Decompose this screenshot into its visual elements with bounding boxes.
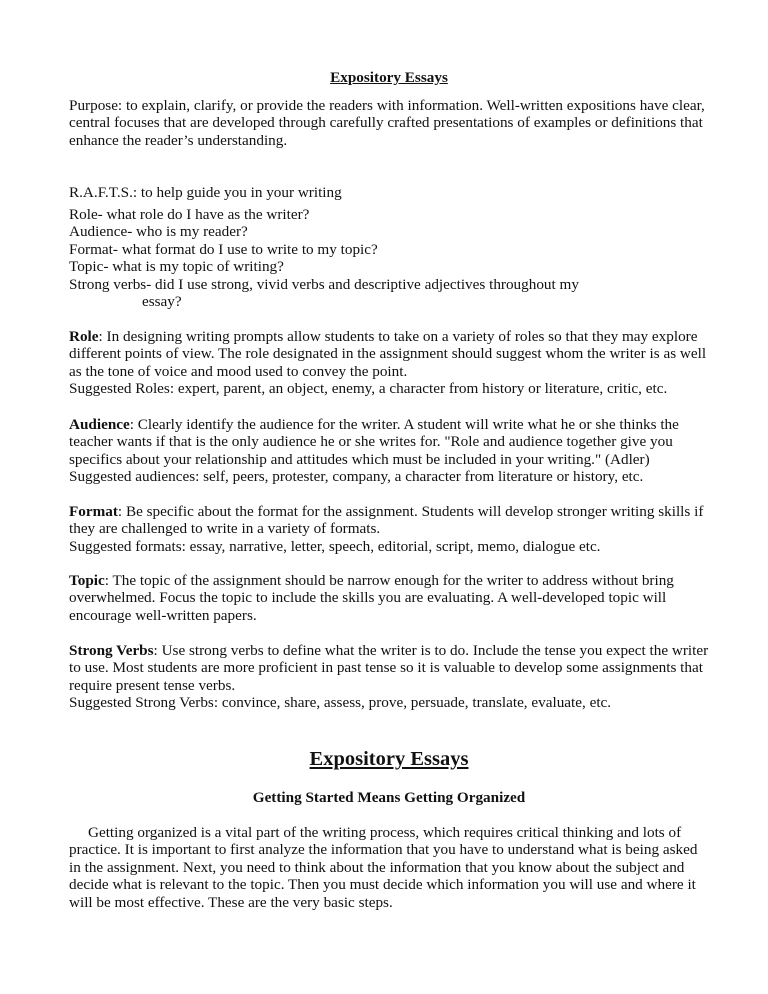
rafts-intro-text: R.A.F.T.S.: to help guide you in your writing (69, 184, 342, 201)
audience-text: : Clearly identify the audience for the writer. A student will write what he or she thinks the teacher wants if that is the only audience he or she writes for. "Role and audience together give you specifics about your relationship and attitudes which must be included in your writing." (Adler) (69, 416, 679, 468)
role-label: Role (69, 328, 99, 345)
rafts-item-strong-verbs-cont: essay? (142, 293, 182, 311)
format-suggested: Suggested formats: essay, narrative, letter, speech, editorial, script, memo, dialogue etc. (69, 537, 601, 555)
topic-section (69, 572, 709, 624)
strong-verbs-text: : Use strong verbs to define what the writer is to do. Include the tense you expect the writer to use. Most students are more proficient in past tense so it is valuable to develop some assignments that require present tense verbs. (69, 642, 709, 694)
section2-body (69, 824, 709, 911)
strong-verbs-section (69, 642, 709, 712)
purpose-text: Purpose: to explain, clarify, or provide the readers with information. Well-written expositions have clear, central focuses that are developed through carefully crafted presentations of examples or definitions that enhance the reader’s understanding. (69, 97, 705, 149)
role-paragraph (69, 328, 709, 380)
role-text: : In designing writing prompts allow students to take on a variety of roles so that they may explore different points of view. The role designated in the assignment should suggest whom the writer is as well as the tone of voice and mood used to convey the point. (69, 328, 707, 380)
rafts-item-strong-verbs: Strong verbs- did I use strong, vivid verbs and descriptive adjectives throughout my (69, 275, 579, 293)
audience-suggested: Suggested audiences: self, peers, protester, company, a character from literature or history, etc. (69, 468, 644, 486)
rafts-item-topic: Topic- what is my topic of writing? (69, 258, 284, 276)
rafts-item-format: Format- what format do I use to write to my topic? (69, 240, 378, 258)
topic-paragraph (69, 572, 709, 624)
section2-paragraph: Getting organized is a vital part of the writing process, which requires critical thinking and lots of practice. It is important to first analyze the information that you have to understand what is being asked in the assignment. Next, you need to think about the information that you know about the subject and decide what is relevant to the topic. Then you must decide which information you will use and where it will be most effective. These are the very basic steps. (69, 824, 698, 911)
rafts-list (69, 206, 709, 310)
rafts-item-audience: Audience- who is my reader? (69, 223, 248, 241)
strong-verbs-label: Strong Verbs (69, 642, 154, 659)
audience-section (69, 416, 709, 486)
rafts-intro (69, 184, 709, 201)
format-section (69, 503, 709, 555)
section2-title: Expository Essays (309, 748, 469, 770)
strong-verbs-paragraph (69, 642, 709, 694)
audience-paragraph (69, 416, 709, 468)
format-paragraph (69, 503, 709, 538)
topic-text: : The topic of the assignment should be narrow enough for the writer to address without bring overwhelmed. Focus the topic to include the skills you are evaluating. A well-developed topic will encourage well-written papers. (69, 572, 674, 624)
role-section (69, 328, 709, 398)
role-suggested: Suggested Roles: expert, parent, an object, enemy, a character from history or literature, critic, etc. (69, 380, 668, 398)
format-label: Format (69, 503, 118, 520)
format-text: : Be specific about the format for the assignment. Students will develop stronger writing skills if they are challenged to write in a variety of formats. (69, 503, 704, 538)
topic-label: Topic (69, 572, 105, 589)
page-title: Expository Essays (330, 69, 448, 86)
rafts-item-role: Role- what role do I have as the writer? (69, 206, 310, 223)
purpose-paragraph (69, 97, 709, 149)
strong-verbs-suggested: Suggested Strong Verbs: convince, share, assess, prove, persuade, translate, evaluate, etc. (69, 694, 612, 712)
section2-subtitle: Getting Started Means Getting Organized (252, 789, 526, 806)
audience-label: Audience (69, 416, 130, 433)
